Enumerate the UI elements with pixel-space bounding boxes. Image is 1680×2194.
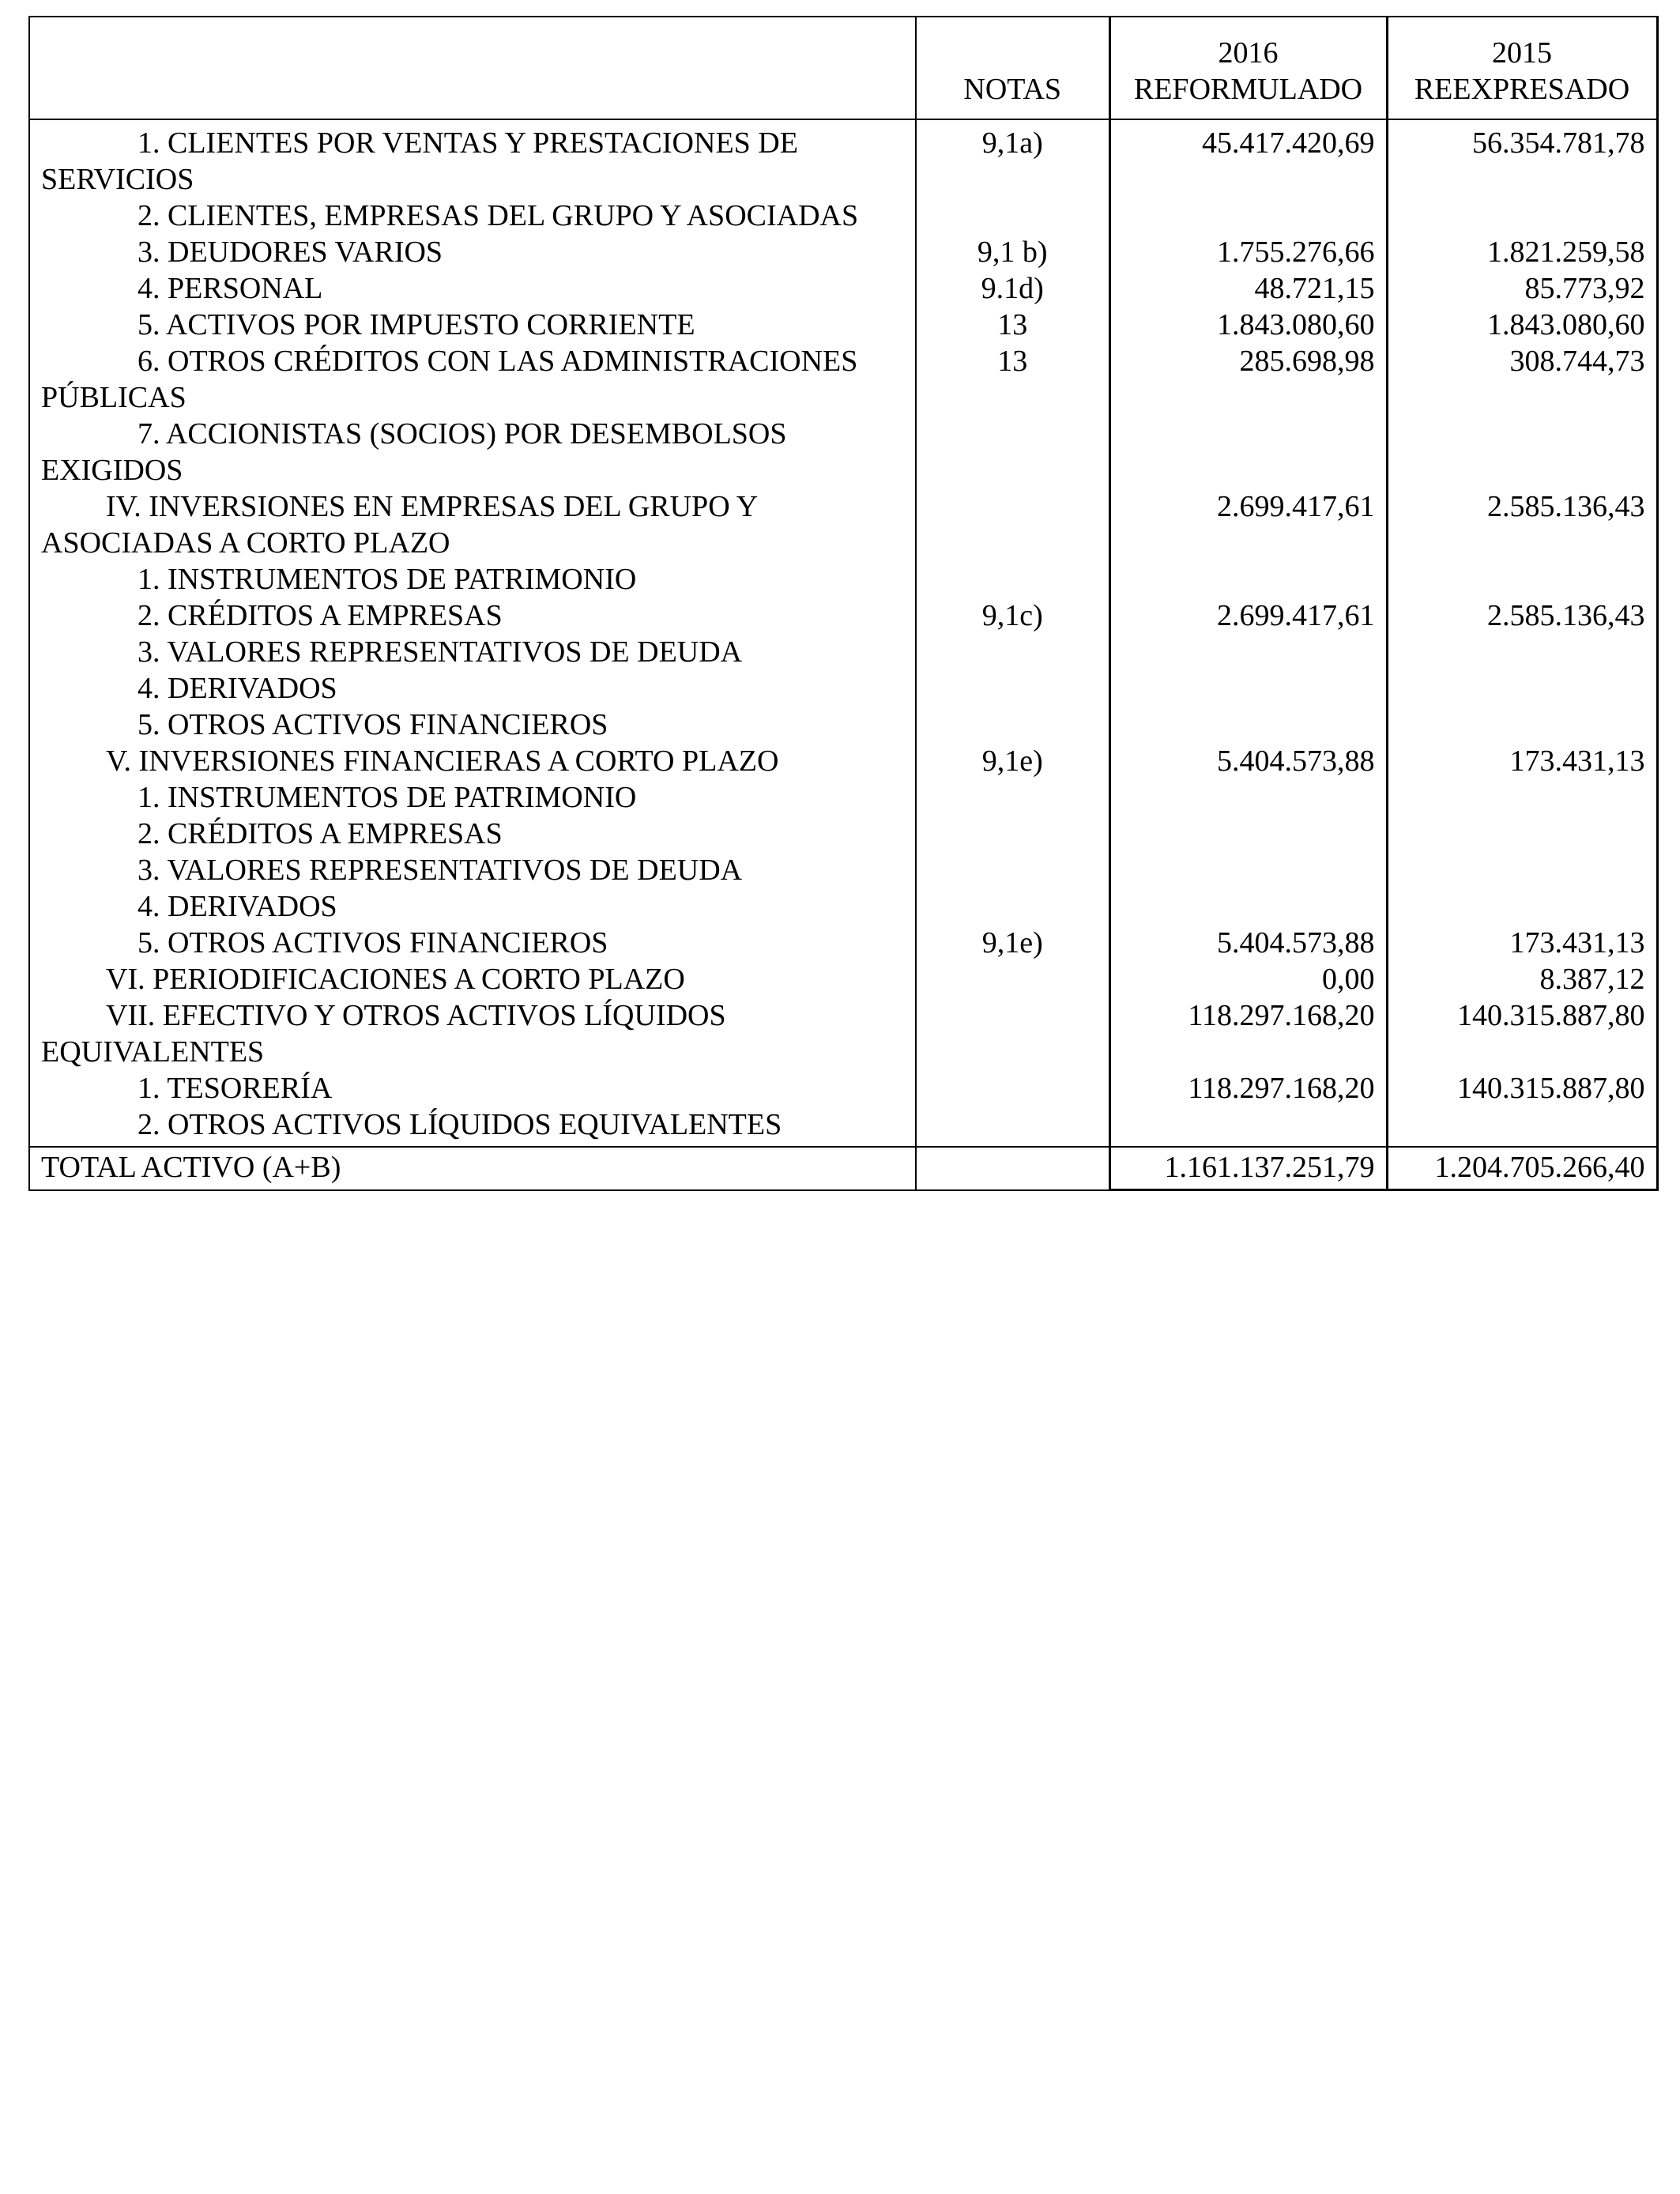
row-value-2015 bbox=[1387, 852, 1657, 888]
table-row bbox=[29, 343, 1657, 416]
table-row bbox=[29, 961, 1657, 997]
row-note: 13 bbox=[916, 343, 1109, 416]
row-concept: 5. ACTIVOS POR IMPUESTO CORRIENTE bbox=[29, 307, 916, 343]
table-row bbox=[29, 119, 1657, 198]
row-note bbox=[916, 488, 1109, 561]
total-note bbox=[916, 1147, 1109, 1190]
balance-table bbox=[28, 16, 1659, 1191]
total-row bbox=[29, 1147, 1657, 1190]
table-row bbox=[29, 634, 1657, 670]
table-row bbox=[29, 670, 1657, 707]
row-note bbox=[916, 670, 1109, 707]
row-value-2015: 1.843.080,60 bbox=[1387, 307, 1657, 343]
row-note: 9,1e) bbox=[916, 743, 1109, 779]
table-row bbox=[29, 270, 1657, 307]
header-2015 bbox=[1387, 17, 1657, 119]
row-value-2015: 173.431,13 bbox=[1387, 925, 1657, 961]
row-value-2016 bbox=[1109, 779, 1387, 816]
balance-sheet bbox=[28, 16, 1656, 1191]
row-value-2016: 1.843.080,60 bbox=[1109, 307, 1387, 343]
row-note bbox=[916, 852, 1109, 888]
row-value-2015 bbox=[1387, 707, 1657, 743]
row-note: 9,1e) bbox=[916, 925, 1109, 961]
row-note bbox=[916, 961, 1109, 997]
row-note bbox=[916, 707, 1109, 743]
row-value-2015 bbox=[1387, 888, 1657, 925]
row-note bbox=[916, 1070, 1109, 1106]
row-concept: V. INVERSIONES FINANCIERAS A CORTO PLAZO bbox=[29, 743, 916, 779]
row-value-2016 bbox=[1109, 1106, 1387, 1147]
row-note: 9,1a) bbox=[916, 119, 1109, 198]
row-concept: 5. OTROS ACTIVOS FINANCIEROS bbox=[29, 707, 916, 743]
row-concept: 1. INSTRUMENTOS DE PATRIMONIO bbox=[29, 779, 916, 816]
table-row bbox=[29, 1106, 1657, 1147]
row-concept: 4. DERIVADOS bbox=[29, 670, 916, 707]
header-row bbox=[29, 17, 1657, 119]
row-concept: 3. DEUDORES VARIOS bbox=[29, 234, 916, 270]
header-2016-label: REFORMULADO bbox=[1133, 73, 1363, 106]
table-row bbox=[29, 307, 1657, 343]
table-row bbox=[29, 816, 1657, 852]
row-value-2016 bbox=[1109, 416, 1387, 488]
row-value-2016: 0,00 bbox=[1109, 961, 1387, 997]
table-row bbox=[29, 234, 1657, 270]
row-note bbox=[916, 561, 1109, 598]
rows-body bbox=[29, 119, 1657, 1147]
row-concept: 5. OTROS ACTIVOS FINANCIEROS bbox=[29, 925, 916, 961]
header-2016-year: 2016 bbox=[1218, 36, 1279, 70]
table-row bbox=[29, 779, 1657, 816]
row-value-2016 bbox=[1109, 198, 1387, 234]
row-value-2015 bbox=[1387, 561, 1657, 598]
row-concept: 3. VALORES REPRESENTATIVOS DE DEUDA bbox=[29, 852, 916, 888]
row-value-2016: 2.699.417,61 bbox=[1109, 598, 1387, 634]
table-row bbox=[29, 852, 1657, 888]
row-value-2016: 118.297.168,20 bbox=[1109, 1070, 1387, 1106]
row-concept: 2. CRÉDITOS A EMPRESAS bbox=[29, 816, 916, 852]
row-value-2015: 8.387,12 bbox=[1387, 961, 1657, 997]
row-value-2015 bbox=[1387, 779, 1657, 816]
total-2016: 1.161.137.251,79 bbox=[1109, 1147, 1387, 1190]
header-2015-label: REEXPRESADO bbox=[1414, 73, 1630, 106]
row-value-2016: 2.699.417,61 bbox=[1109, 488, 1387, 561]
table-row bbox=[29, 888, 1657, 925]
table-row bbox=[29, 598, 1657, 634]
row-value-2015 bbox=[1387, 816, 1657, 852]
row-note: 9.1d) bbox=[916, 270, 1109, 307]
row-note: 9,1c) bbox=[916, 598, 1109, 634]
row-value-2015: 173.431,13 bbox=[1387, 743, 1657, 779]
total-2015: 1.204.705.266,40 bbox=[1387, 1147, 1657, 1190]
table-row bbox=[29, 707, 1657, 743]
row-concept: 2. OTROS ACTIVOS LÍQUIDOS EQUIVALENTES bbox=[29, 1106, 916, 1147]
row-value-2015 bbox=[1387, 198, 1657, 234]
row-concept: 4. PERSONAL bbox=[29, 270, 916, 307]
row-value-2015: 2.585.136,43 bbox=[1387, 598, 1657, 634]
row-note bbox=[916, 634, 1109, 670]
row-note bbox=[916, 888, 1109, 925]
row-note: 9,1 b) bbox=[916, 234, 1109, 270]
header-2015-year: 2015 bbox=[1492, 36, 1552, 70]
row-value-2015: 2.585.136,43 bbox=[1387, 488, 1657, 561]
row-value-2016: 48.721,15 bbox=[1109, 270, 1387, 307]
row-note bbox=[916, 198, 1109, 234]
row-value-2016 bbox=[1109, 888, 1387, 925]
row-value-2016 bbox=[1109, 707, 1387, 743]
row-note bbox=[916, 997, 1109, 1070]
row-note bbox=[916, 816, 1109, 852]
row-concept: 2. CRÉDITOS A EMPRESAS bbox=[29, 598, 916, 634]
row-concept: 6. OTROS CRÉDITOS CON LAS ADMINISTRACIONES PÚBLICAS bbox=[29, 343, 916, 416]
header-notes: NOTAS bbox=[916, 17, 1109, 119]
row-value-2016: 118.297.168,20 bbox=[1109, 997, 1387, 1070]
row-note bbox=[916, 416, 1109, 488]
table-row bbox=[29, 561, 1657, 598]
row-note: 13 bbox=[916, 307, 1109, 343]
row-concept: 4. DERIVADOS bbox=[29, 888, 916, 925]
row-value-2015 bbox=[1387, 634, 1657, 670]
row-value-2016 bbox=[1109, 852, 1387, 888]
row-value-2015: 140.315.887,80 bbox=[1387, 997, 1657, 1070]
row-value-2015: 1.821.259,58 bbox=[1387, 234, 1657, 270]
row-value-2015 bbox=[1387, 416, 1657, 488]
row-concept: 1. CLIENTES POR VENTAS Y PRESTACIONES DE SERVICIOS bbox=[29, 119, 916, 198]
table-row bbox=[29, 488, 1657, 561]
header-concept bbox=[29, 17, 916, 119]
row-value-2016 bbox=[1109, 816, 1387, 852]
table-row bbox=[29, 925, 1657, 961]
row-concept: 3. VALORES REPRESENTATIVOS DE DEUDA bbox=[29, 634, 916, 670]
row-note bbox=[916, 779, 1109, 816]
row-value-2016 bbox=[1109, 561, 1387, 598]
header-2016 bbox=[1109, 17, 1387, 119]
row-value-2016: 45.417.420,69 bbox=[1109, 119, 1387, 198]
row-note bbox=[916, 1106, 1109, 1147]
row-concept: 7. ACCIONISTAS (SOCIOS) POR DESEMBOLSOS EXIGIDOS bbox=[29, 416, 916, 488]
table-row bbox=[29, 1070, 1657, 1106]
row-concept: IV. INVERSIONES EN EMPRESAS DEL GRUPO Y ASOCIADAS A CORTO PLAZO bbox=[29, 488, 916, 561]
row-value-2015 bbox=[1387, 670, 1657, 707]
row-concept: 1. INSTRUMENTOS DE PATRIMONIO bbox=[29, 561, 916, 598]
row-value-2015 bbox=[1387, 1106, 1657, 1147]
row-value-2015: 85.773,92 bbox=[1387, 270, 1657, 307]
table-row bbox=[29, 416, 1657, 488]
row-value-2016: 5.404.573,88 bbox=[1109, 743, 1387, 779]
row-value-2016: 1.755.276,66 bbox=[1109, 234, 1387, 270]
row-concept: 1. TESORERÍA bbox=[29, 1070, 916, 1106]
row-value-2015: 140.315.887,80 bbox=[1387, 1070, 1657, 1106]
total-concept: TOTAL ACTIVO (A+B) bbox=[29, 1147, 916, 1190]
table-row bbox=[29, 997, 1657, 1070]
row-value-2016: 285.698,98 bbox=[1109, 343, 1387, 416]
row-value-2015: 308.744,73 bbox=[1387, 343, 1657, 416]
table-row bbox=[29, 198, 1657, 234]
table-row bbox=[29, 743, 1657, 779]
row-concept: 2. CLIENTES, EMPRESAS DEL GRUPO Y ASOCIADAS bbox=[29, 198, 916, 234]
row-value-2016 bbox=[1109, 634, 1387, 670]
row-value-2016: 5.404.573,88 bbox=[1109, 925, 1387, 961]
row-value-2016 bbox=[1109, 670, 1387, 707]
row-value-2015: 56.354.781,78 bbox=[1387, 119, 1657, 198]
row-concept: VII. EFECTIVO Y OTROS ACTIVOS LÍQUIDOS EQUIVALENTES bbox=[29, 997, 916, 1070]
row-concept: VI. PERIODIFICACIONES A CORTO PLAZO bbox=[29, 961, 916, 997]
